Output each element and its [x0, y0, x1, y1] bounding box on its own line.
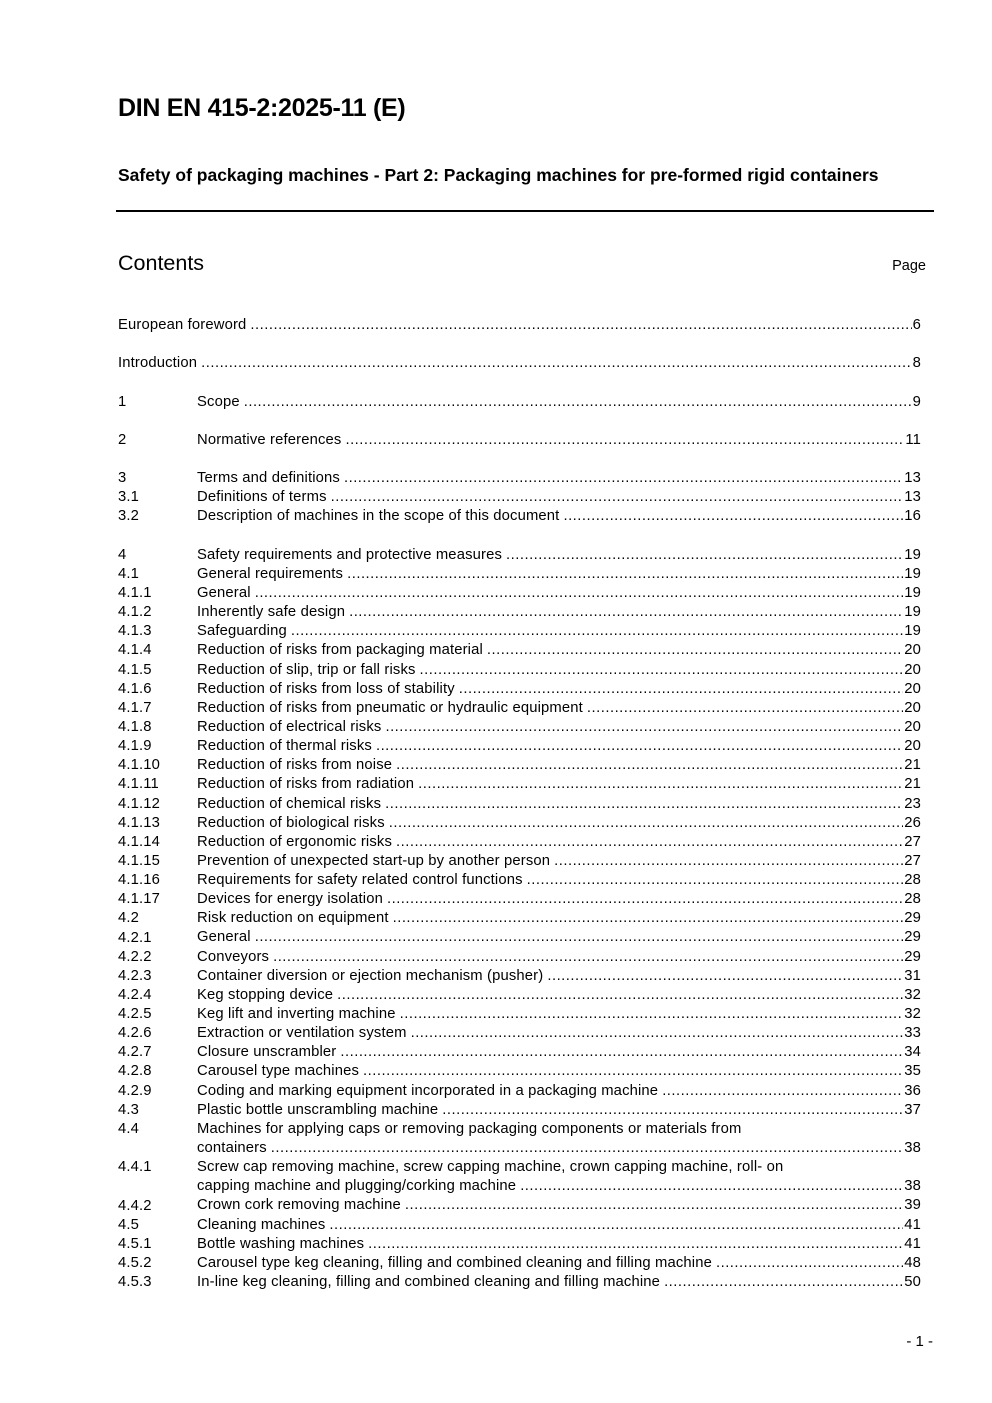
toc-entry-page: 36: [904, 1082, 921, 1099]
toc-entry[interactable]: [118, 1043, 921, 1062]
toc-dot-leader: [563, 507, 903, 526]
page-column-heading: Page: [892, 258, 926, 274]
toc-entry-title: Extraction or ventilation system: [197, 1025, 407, 1042]
toc-entry-number: 4.1.17: [118, 891, 161, 908]
toc-dot-leader: [363, 1062, 903, 1081]
toc-entry[interactable]: [118, 1101, 921, 1120]
toc-entry[interactable]: [118, 603, 921, 622]
toc-dot-leader: [349, 603, 903, 622]
toc-entry[interactable]: [118, 354, 921, 373]
toc-entry-page: 31: [904, 967, 921, 984]
toc-entry-number: 3.2: [118, 508, 140, 525]
toc-entry-title-line: Screw cap removing machine, screw capping machine, crown capping machine, roll- on: [197, 1159, 784, 1176]
toc-entry-number: 2: [118, 431, 127, 448]
toc-entry-title: European foreword: [118, 316, 247, 333]
toc-entry-title: Carousel type machines: [197, 1063, 360, 1080]
toc-entry-title: Safeguarding: [197, 623, 287, 640]
toc-entry-number: 4.2.4: [118, 986, 152, 1003]
table-of-contents: [118, 316, 921, 1292]
toc-entry[interactable]: [118, 1197, 921, 1216]
toc-dot-leader: [587, 699, 903, 718]
toc-entry[interactable]: [118, 986, 921, 1005]
toc-entry-page: 20: [904, 738, 921, 755]
document-subtitle: Safety of packaging machines - Part 2: Packaging machines for pre-formed rigid containers: [118, 165, 879, 185]
toc-entry-title: General: [197, 929, 251, 946]
toc-entry[interactable]: [118, 680, 921, 699]
toc-entry[interactable]: [118, 316, 921, 335]
toc-entry-number: 4.4: [118, 1120, 140, 1137]
toc-dot-leader: [337, 986, 903, 1005]
toc-dot-leader: [400, 1005, 904, 1024]
toc-entry-page: 13: [904, 489, 921, 506]
toc-entry[interactable]: [118, 393, 921, 412]
toc-entry-number: 4.2.6: [118, 1025, 152, 1042]
toc-entry[interactable]: [118, 929, 921, 948]
toc-entry-number: 4.5: [118, 1216, 140, 1233]
toc-entry[interactable]: [118, 546, 921, 565]
toc-dot-leader: [520, 1177, 903, 1196]
toc-entry-page: 33: [904, 1025, 921, 1042]
toc-entry-title: Reduction of biological risks: [197, 814, 385, 831]
toc-entry[interactable]: [118, 699, 921, 718]
toc-entry-number: 4.5.1: [118, 1235, 152, 1252]
toc-entry-page: 20: [904, 699, 921, 716]
toc-entry-page: 27: [904, 833, 921, 850]
toc-entry-number: 4.5.2: [118, 1254, 152, 1271]
toc-entry-page: 20: [904, 642, 921, 659]
toc-dot-leader: [396, 756, 903, 775]
toc-entry-page: 19: [904, 546, 921, 563]
toc-entry-number: 4.3: [118, 1101, 140, 1118]
toc-dot-leader: [345, 431, 904, 450]
toc-dot-leader: [664, 1273, 903, 1292]
toc-entry-title: Definitions of terms: [197, 489, 327, 506]
toc-entry-page: 16: [904, 508, 921, 525]
toc-entry[interactable]: [118, 1254, 921, 1273]
toc-entry-title: Risk reduction on equipment: [197, 910, 389, 927]
toc-entry-title: Cleaning machines: [197, 1216, 326, 1233]
toc-entry[interactable]: [118, 967, 921, 986]
toc-entry-title: Keg lift and inverting machine: [197, 1006, 396, 1023]
toc-dot-leader: [340, 1043, 903, 1062]
toc-dot-leader: [418, 775, 903, 794]
toc-entry-title: Safety requirements and protective measures: [197, 546, 503, 563]
toc-entry-title: Carousel type keg cleaning, filling and combined cleaning and filling machine: [197, 1254, 712, 1271]
toc-entry-title: Terms and definitions: [197, 470, 340, 487]
toc-entry-page: 48: [904, 1254, 921, 1271]
toc-entry-number: 4.4.2: [118, 1197, 152, 1214]
toc-entry-number: 3.1: [118, 489, 140, 506]
toc-dot-leader: [393, 909, 904, 928]
toc-entry-title: Bottle washing machines: [197, 1235, 365, 1252]
toc-entry[interactable]: [118, 1062, 921, 1081]
toc-entry-page: 20: [904, 661, 921, 678]
toc-entry-title: Reduction of chemical risks: [197, 795, 382, 812]
toc-dot-leader: [442, 1101, 903, 1120]
toc-entry-page: 19: [904, 565, 921, 582]
header-divider: [116, 210, 934, 212]
toc-dot-leader: [554, 852, 903, 871]
toc-entry[interactable]: [118, 756, 921, 775]
toc-dot-leader: [389, 814, 903, 833]
toc-entry[interactable]: [118, 1120, 921, 1158]
toc-entry[interactable]: [118, 718, 921, 737]
toc-dot-leader: [506, 546, 903, 565]
toc-entry-number: 4.1.2: [118, 604, 152, 621]
toc-entry-number: 4.1.14: [118, 833, 161, 850]
toc-entry-number: 4.1.7: [118, 699, 152, 716]
toc-dot-leader: [459, 680, 903, 699]
toc-entry[interactable]: [118, 833, 921, 852]
toc-entry-page: 32: [904, 1006, 921, 1023]
toc-dot-leader: [376, 737, 903, 756]
toc-entry-number: 4.1.15: [118, 852, 161, 869]
toc-entry-page: 34: [904, 1044, 921, 1061]
toc-entry[interactable]: [118, 948, 921, 967]
toc-entry[interactable]: [118, 1158, 921, 1196]
toc-entry-number: 4.1.13: [118, 814, 161, 831]
toc-entry[interactable]: [118, 1024, 921, 1043]
toc-entry-number: 4.5.3: [118, 1274, 152, 1291]
toc-entry[interactable]: [118, 1082, 921, 1101]
toc-entry-page: 23: [904, 795, 921, 812]
toc-entry-page: 19: [904, 623, 921, 640]
toc-entry-number: 4.1.6: [118, 680, 152, 697]
toc-dot-leader: [387, 890, 903, 909]
toc-entry-number: 4.2.7: [118, 1044, 152, 1061]
toc-dot-leader: [396, 833, 903, 852]
toc-entry-title: Normative references: [197, 431, 342, 448]
toc-entry-page: 41: [904, 1216, 921, 1233]
toc-dot-leader: [662, 1082, 903, 1101]
toc-entry-page: 29: [904, 929, 921, 946]
toc-dot-leader: [385, 795, 903, 814]
toc-entry[interactable]: [118, 622, 921, 641]
toc-entry-page: 19: [904, 604, 921, 621]
toc-entry-number: 4.4.1: [118, 1159, 152, 1176]
toc-dot-leader: [344, 469, 903, 488]
toc-entry-number: 4.2.5: [118, 1006, 152, 1023]
toc-entry-page: 50: [904, 1274, 921, 1291]
toc-dot-leader: [368, 1235, 903, 1254]
toc-entry-number: 4.1.11: [118, 776, 159, 793]
toc-entry-title: containers: [197, 1140, 267, 1157]
toc-entry-page: 13: [904, 470, 921, 487]
toc-entry-page: 19: [904, 584, 921, 601]
toc-dot-leader: [420, 661, 904, 680]
toc-dot-leader: [273, 948, 903, 967]
toc-dot-leader: [487, 641, 903, 660]
toc-entry-title: capping machine and plugging/corking machine: [197, 1178, 517, 1195]
toc-entry-number: 4.2.2: [118, 948, 152, 965]
toc-entry-number: 4.1.1: [118, 584, 152, 601]
toc-entry-page: 20: [904, 718, 921, 735]
toc-entry-number: 4.1.4: [118, 642, 152, 659]
toc-entry[interactable]: [118, 431, 921, 450]
toc-entry-page: 21: [904, 776, 921, 793]
toc-entry-number: 4.1.10: [118, 757, 161, 774]
toc-entry-number: 4.1.16: [118, 872, 161, 889]
toc-entry[interactable]: [118, 814, 921, 833]
toc-entry-page: 38: [904, 1140, 921, 1157]
toc-entry-page: 20: [904, 680, 921, 697]
toc-entry-page: 28: [904, 872, 921, 889]
toc-entry-title-line: Machines for applying caps or removing packaging components or materials from: [197, 1120, 742, 1137]
toc-entry-title: Crown cork removing machine: [197, 1197, 401, 1214]
toc-entry-number: 1: [118, 393, 127, 410]
toc-entry-title: Prevention of unexpected start-up by another person: [197, 852, 551, 869]
toc-entry[interactable]: [118, 1273, 921, 1292]
toc-dot-leader: [250, 316, 911, 335]
toc-entry-page: 27: [904, 852, 921, 869]
toc-entry-number: 4.1.8: [118, 718, 152, 735]
toc-entry-page: 39: [904, 1197, 921, 1214]
toc-entry-page: 38: [904, 1178, 921, 1195]
toc-entry-number: 4.1.5: [118, 661, 152, 678]
toc-entry-number: 4.1.3: [118, 623, 152, 640]
toc-entry-title: Closure unscrambler: [197, 1044, 337, 1061]
toc-entry[interactable]: [118, 795, 921, 814]
document-title: DIN EN 415-2:2025-11 (E): [118, 94, 406, 122]
toc-entry-title: Reduction of risks from radiation: [197, 776, 415, 793]
toc-entry-page: 6: [912, 316, 921, 333]
toc-entry[interactable]: [118, 1235, 921, 1254]
toc-entry-page: 28: [904, 891, 921, 908]
toc-entry-title: General requirements: [197, 565, 344, 582]
toc-entry-page: 29: [904, 948, 921, 965]
toc-entry-number: 4.2.9: [118, 1082, 152, 1099]
toc-entry-title: Plastic bottle unscrambling machine: [197, 1101, 439, 1118]
toc-entry[interactable]: [118, 890, 921, 909]
toc-entry-number: 4.1.9: [118, 738, 152, 755]
toc-entry-page: 8: [912, 355, 921, 372]
page-number: - 1 -: [906, 1333, 933, 1350]
toc-entry-page: 11: [905, 431, 921, 448]
toc-entry-page: 37: [904, 1101, 921, 1118]
toc-entry[interactable]: [118, 661, 921, 680]
toc-entry-page: 32: [904, 986, 921, 1003]
toc-dot-leader: [411, 1024, 904, 1043]
toc-entry-title: Reduction of ergonomic risks: [197, 833, 392, 850]
toc-dot-leader: [385, 718, 903, 737]
toc-entry-title: Inherently safe design: [197, 604, 346, 621]
toc-entry[interactable]: [118, 852, 921, 871]
toc-entry-title: In-line keg cleaning, filling and combined cleaning and filling machine: [197, 1274, 661, 1291]
toc-dot-leader: [331, 488, 904, 507]
toc-entry-title: Requirements for safety related control functions: [197, 872, 523, 889]
toc-entry-number: 4.2.1: [118, 929, 152, 946]
toc-entry-title: Introduction: [118, 355, 198, 372]
toc-entry[interactable]: [118, 909, 921, 928]
toc-entry-number: 4.1.12: [118, 795, 161, 812]
toc-entry[interactable]: [118, 565, 921, 584]
toc-entry[interactable]: [118, 775, 921, 794]
toc-entry[interactable]: [118, 1005, 921, 1024]
toc-entry-title: Reduction of risks from loss of stability: [197, 680, 455, 697]
toc-dot-leader: [291, 622, 903, 641]
toc-entry[interactable]: [118, 507, 921, 526]
toc-entry-title: Reduction of thermal risks: [197, 738, 372, 755]
toc-dot-leader: [244, 393, 912, 412]
toc-dot-leader: [405, 1196, 903, 1215]
toc-entry-title: Conveyors: [197, 948, 270, 965]
toc-entry-title: Reduction of risks from packaging material: [197, 642, 483, 659]
toc-entry-page: 29: [904, 910, 921, 927]
toc-entry-title: Keg stopping device: [197, 986, 334, 1003]
toc-entry-title: Scope: [197, 393, 240, 410]
toc-entry-number: 4.2.3: [118, 967, 152, 984]
toc-entry-title: Coding and marking equipment incorporated in a packaging machine: [197, 1082, 659, 1099]
toc-entry-title: Reduction of slip, trip or fall risks: [197, 661, 416, 678]
toc-dot-leader: [201, 354, 911, 373]
toc-entry[interactable]: [118, 584, 921, 603]
toc-dot-leader: [329, 1216, 903, 1235]
toc-entry-title: Reduction of electrical risks: [197, 718, 382, 735]
toc-entry-page: 41: [904, 1235, 921, 1252]
toc-entry-number: 4.1: [118, 565, 140, 582]
toc-entry-page: 26: [904, 814, 921, 831]
toc-entry[interactable]: [118, 641, 921, 660]
toc-entry-number: 3: [118, 470, 127, 487]
toc-entry-title: Reduction of risks from noise: [197, 757, 393, 774]
toc-entry[interactable]: [118, 1216, 921, 1235]
toc-entry-title: General: [197, 584, 251, 601]
toc-entry[interactable]: [118, 488, 921, 507]
contents-heading: Contents: [118, 251, 205, 275]
toc-dot-leader: [547, 967, 903, 986]
toc-entry-page: 9: [912, 393, 921, 410]
toc-entry[interactable]: [118, 871, 921, 890]
toc-entry[interactable]: [118, 469, 921, 488]
toc-entry-number: 4.2.8: [118, 1063, 152, 1080]
toc-entry[interactable]: [118, 737, 921, 756]
toc-entry-title: Description of machines in the scope of this document: [197, 508, 560, 525]
toc-entry-title: Reduction of risks from pneumatic or hydraulic equipment: [197, 699, 583, 716]
toc-dot-leader: [716, 1254, 903, 1273]
toc-dot-leader: [347, 565, 903, 584]
toc-entry-page: 35: [904, 1063, 921, 1080]
toc-dot-leader: [255, 928, 904, 947]
toc-entry-number: 4: [118, 546, 127, 563]
toc-entry-title: Devices for energy isolation: [197, 891, 383, 908]
toc-dot-leader: [255, 584, 904, 603]
toc-dot-leader: [527, 871, 904, 890]
toc-entry-number: 4.2: [118, 910, 140, 927]
toc-entry-page: 21: [904, 757, 921, 774]
toc-dot-leader: [271, 1139, 903, 1158]
toc-entry-title: Container diversion or ejection mechanism (pusher): [197, 967, 544, 984]
